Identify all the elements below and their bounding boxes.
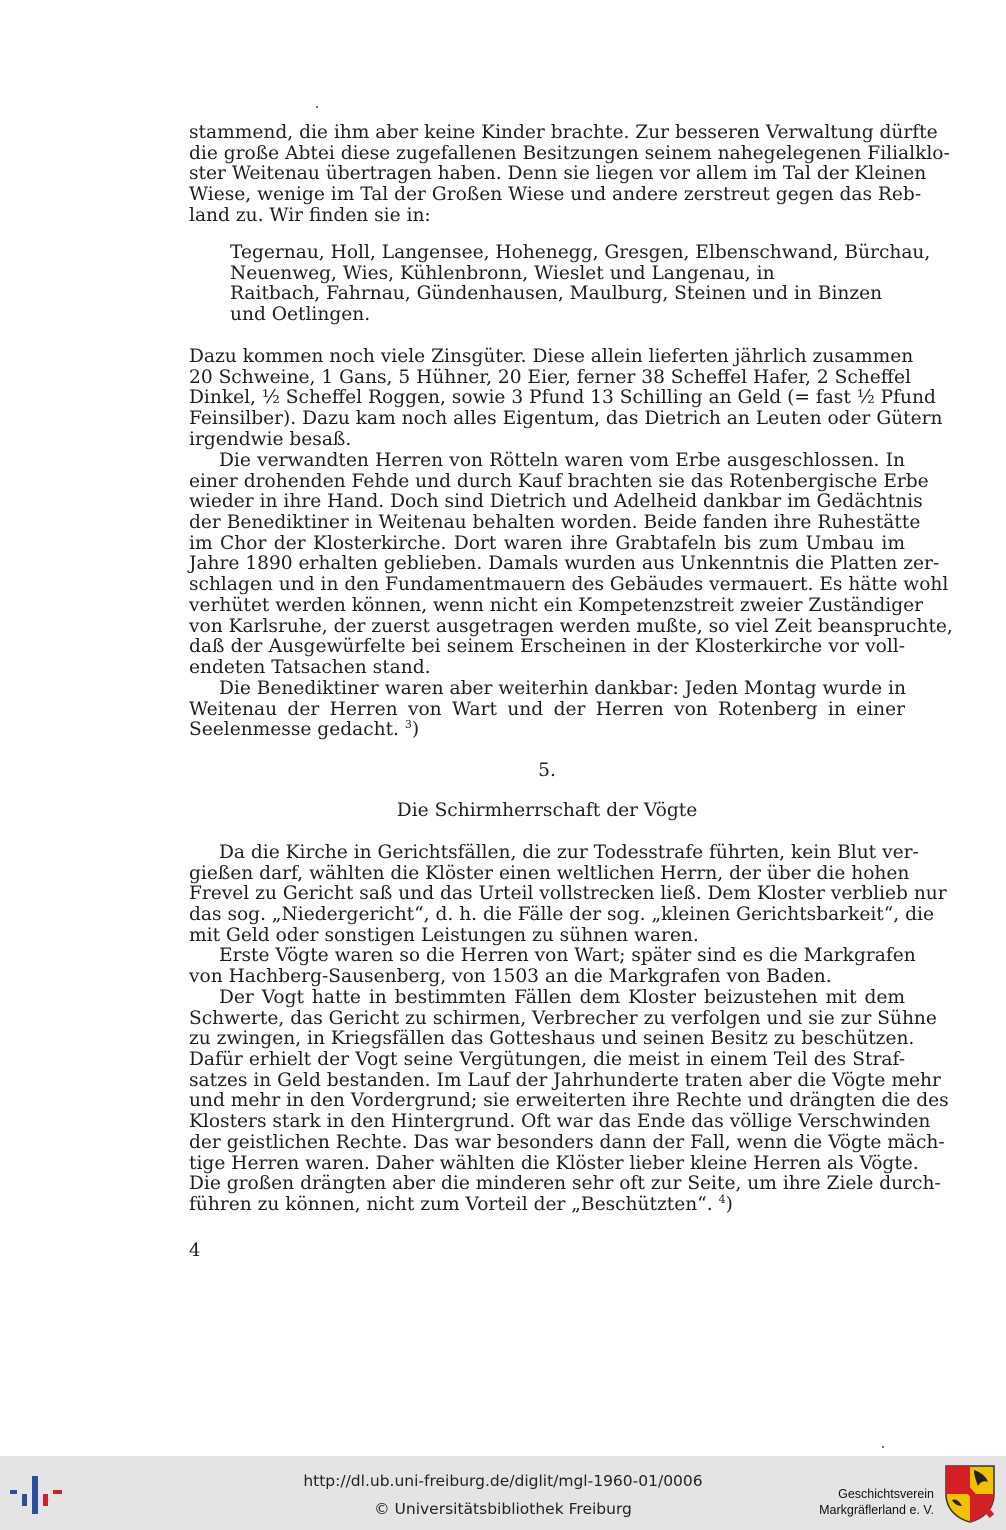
society-name	[819, 1486, 934, 1518]
text-line: von Hachberg-Sausenberg, von 1503 an die Markgrafen von Baden.	[189, 965, 832, 987]
footer-bar	[0, 1456, 1006, 1530]
text-line: der geistlichen Rechte. Das war besonders dann der Fall, wenn die Vögte mäch-	[189, 1131, 945, 1153]
text-line: tige Herren waren. Daher wählten die Klöster lieber kleine Herren als Vögte.	[189, 1152, 919, 1174]
text-line: mit Geld oder sonstigen Leistungen zu sühnen waren.	[189, 924, 699, 946]
text-line: Schwerte, das Gericht zu schirmen, Verbrecher zu verfolgen und sie zur Sühne	[189, 1007, 937, 1029]
footnote-marker: 4	[718, 1192, 726, 1206]
text-line: die große Abtei diese zugefallenen Besitzungen seinem nahegelegenen Filialklo-	[189, 142, 950, 164]
paragraph-4	[189, 679, 905, 741]
text-line: Feinsilber). Dazu kam noch alles Eigentum, das Dietrich an Leuten oder Gütern	[189, 408, 943, 430]
section-number: 5.	[538, 760, 556, 781]
place-list	[230, 242, 931, 326]
text-line: das sog. „Niedergericht“, d. h. die Fälle der sog. „kleinen Gerichtsbarkeit“, die	[189, 904, 934, 926]
text-fragment: führen zu können, nicht zum Vorteil der „Beschützten“.	[189, 1193, 713, 1215]
text-line: Der Vogt hatte in bestimmten Fällen dem Kloster beizustehen mit dem	[219, 987, 905, 1008]
text-line: schlagen und in den Fundamentmauern des Gebäudes vermauert. Es hätte wohl	[189, 574, 949, 596]
text-line: wieder in ihre Hand. Doch sind Dietrich und Adelheid dankbar im Gedächtnis	[189, 491, 923, 513]
text-line: Die großen drängten aber die minderen sehr oft zur Seite, um ihre Ziele durch-	[189, 1173, 941, 1195]
text-line: ster Weitenau übertragen haben. Denn sie liegen vor allem im Tal der Kleinen	[189, 163, 927, 185]
text-line: Dafür erhielt der Vogt seine Vergütungen, die meist in einem Teil des Straf-	[189, 1049, 905, 1071]
text-line: zu zwingen, in Kriegsfällen das Gotteshaus und seinen Besitz zu beschützen.	[189, 1028, 915, 1050]
footnote-marker: 3	[404, 718, 412, 732]
place-line: und Oetlingen.	[230, 304, 371, 326]
text-line: Da die Kirche in Gerichtsfällen, die zur Todesstrafe führten, kein Blut ver-	[219, 842, 919, 863]
text-line: 20 Schweine, 1 Gans, 5 Hühner, 20 Eier, ferner 38 Scheffel Hafer, 2 Scheffel	[189, 366, 911, 388]
paragraph-5	[189, 842, 947, 946]
text-line: endeten Tatsachen stand.	[189, 656, 431, 678]
text-line: irgendwie besaß.	[189, 428, 352, 450]
text-line: Dinkel, ½ Scheffel Roggen, sowie 3 Pfund 13 Schilling an Geld (= fast ½ Pfund	[189, 387, 936, 409]
text-line	[189, 1192, 905, 1216]
text-line: Dazu kommen noch viele Zinsgüter. Diese allein lieferten jährlich zusammen	[189, 346, 914, 367]
text-line: verhütet werden können, wenn nicht ein Kompetenzstreit zweier Zuständiger	[189, 594, 924, 616]
text-line: gießen darf, wählten die Klöster einen weltlichen Herrn, der über die hohen	[189, 862, 910, 884]
text-line: einer drohenden Fehde und durch Kauf brachten sie das Rotenbergische Erbe	[189, 470, 929, 492]
society-line-1: Geschichtsverein	[838, 1487, 934, 1501]
text-line: Erste Vögte waren so die Herren von Wart; später sind es die Markgrafen	[219, 945, 916, 966]
text-line: Wiese, wenige im Tal der Großen Wiese und andere zerstreut gegen das Reb-	[189, 184, 922, 206]
paragraph-1	[189, 122, 950, 226]
paragraph-7	[189, 987, 949, 1216]
text-line: satzes in Geld bestanden. Im Lauf der Jahrhunderte traten aber die Vögte mehr	[189, 1069, 941, 1091]
place-line: Raitbach, Fahrnau, Gündenhausen, Maulburg, Steinen und in Binzen	[230, 283, 883, 305]
place-line: Tegernau, Holl, Langensee, Hohenegg, Gresgen, Elbenschwand, Bürchau,	[230, 242, 931, 263]
paragraph-6	[189, 945, 916, 987]
text-line: stammend, die ihm aber keine Kinder brachte. Zur besseren Verwaltung dürfte	[189, 122, 938, 143]
copyright-notice: © Universitätsbibliothek Freiburg	[374, 1500, 632, 1518]
speck-mark	[882, 1446, 884, 1448]
paragraph-3	[189, 450, 953, 679]
permalink-url[interactable]: http://dl.ub.uni-freiburg.de/diglit/mgl-1960-01/0006	[303, 1472, 703, 1490]
place-line: Neuenweg, Wies, Kühlenbronn, Wieslet und Langenau, in	[230, 262, 775, 284]
text-line: daß der Ausgewürfelte bei seinem Erscheinen in der Klosterkirche vor voll-	[189, 636, 905, 658]
text-line: Jahre 1890 erhalten geblieben. Damals wurden aus Unkenntnis die Platten zer-	[189, 553, 940, 575]
text-line: Die verwandten Herren von Rötteln waren vom Erbe ausgeschlossen. In	[219, 450, 905, 471]
footnote-paren: )	[411, 719, 420, 741]
text-line: Frevel zu Gericht saß und das Urteil vollstrecken ließ. Dem Kloster verblieb nur	[189, 883, 947, 905]
text-line: im Chor der Klosterkirche. Dort waren ihre Grabtafeln bis zum Umbau im	[189, 532, 905, 554]
text-line: Weitenau der Herren von Wart und der Herren von Rotenberg in einer	[189, 698, 905, 720]
text-line: Klosters stark in den Hintergrund. Oft war das Ende das völlige Verschwinden	[189, 1111, 931, 1133]
text-line: der Benediktiner in Weitenau behalten worden. Beide fanden ihre Ruhestätte	[189, 512, 921, 534]
coat-of-arms-icon[interactable]	[944, 1464, 996, 1524]
footnote-paren: )	[725, 1193, 733, 1215]
text-line	[189, 720, 905, 741]
page-number: 4	[189, 1240, 201, 1261]
society-line-2: Markgräflerland e. V.	[819, 1503, 934, 1517]
text-fragment: Seelenmesse gedacht.	[189, 719, 399, 741]
paragraph-2	[189, 346, 943, 450]
text-line: und mehr in den Vordergrund; sie erweiterten ihre Rechte und drängten die des	[189, 1090, 949, 1112]
speck-mark	[316, 106, 318, 108]
text-line: Die Benediktiner waren aber weiterhin dankbar: Jeden Montag wurde in	[219, 678, 906, 699]
section-title: Die Schirmherrschaft der Vögte	[396, 800, 698, 821]
text-line: land zu. Wir finden sie in:	[189, 204, 431, 226]
text-line: von Karlsruhe, der zuerst ausgetragen werden mußte, so viel Zeit beanspruchte,	[189, 615, 953, 637]
